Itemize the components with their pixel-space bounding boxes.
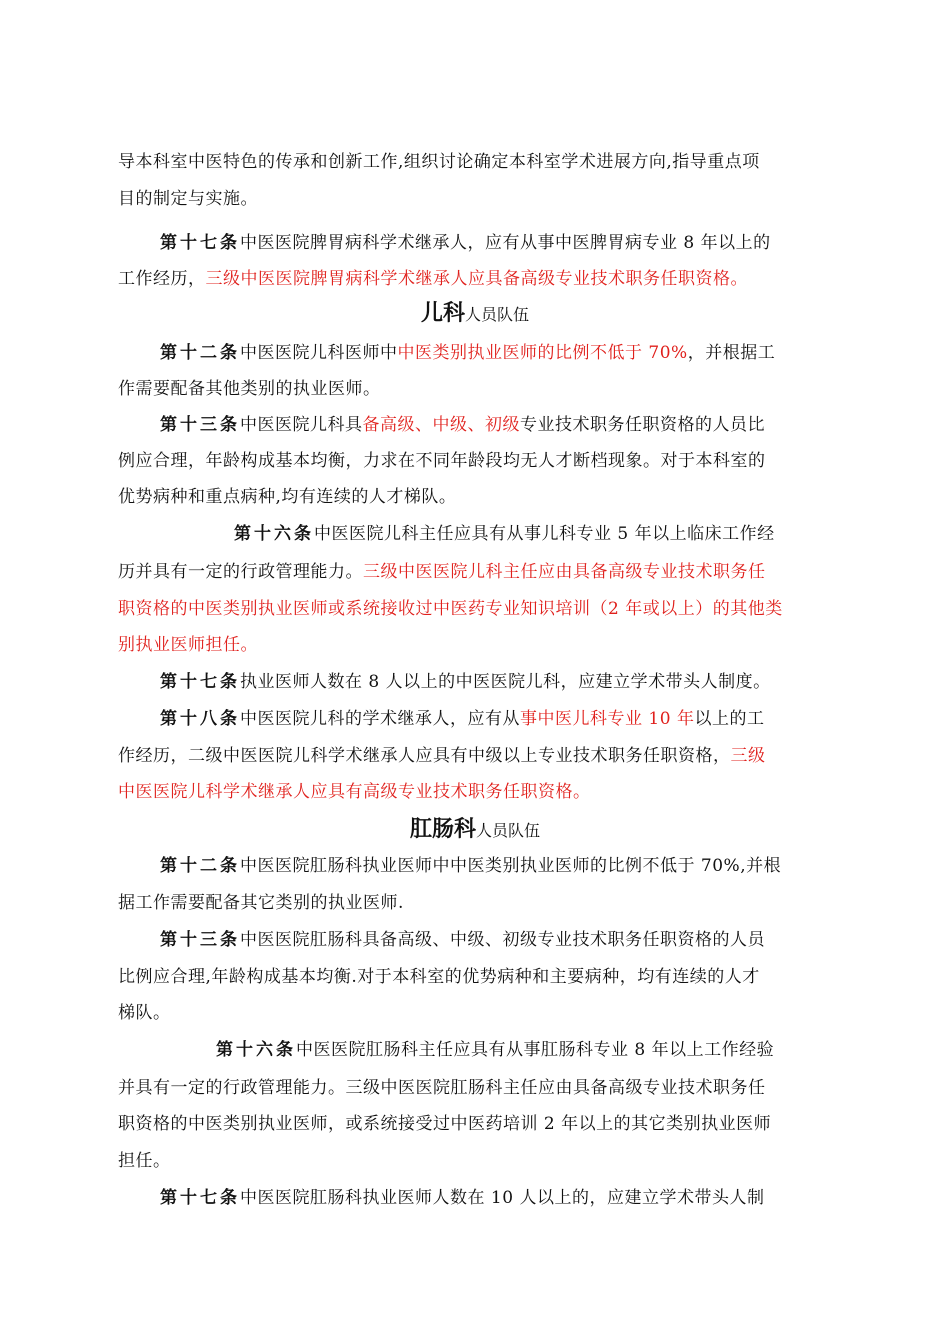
paragraph-line bbox=[118, 184, 950, 220]
article-12-line bbox=[160, 338, 950, 374]
article-label: 第十八条 bbox=[160, 709, 240, 729]
paragraph-line bbox=[118, 777, 950, 813]
paragraph-line bbox=[118, 446, 950, 482]
article-label: 第十二条 bbox=[160, 856, 240, 876]
text: 执业医师人数在 8 人以上的中医医院儿科，应建立学术带头人制度。 bbox=[240, 672, 771, 692]
paragraph-line bbox=[118, 1073, 950, 1109]
text: 目的制定与实施。 bbox=[118, 189, 258, 209]
article-16-line bbox=[234, 519, 950, 555]
article-label: 第十七条 bbox=[160, 1188, 240, 1208]
highlight-text: 三级中医医院脾胃病科学术继承人应具备高级专业技术职务任职资格。 bbox=[205, 269, 748, 289]
highlight-text: 职资格的中医类别执业医师或系统接收过中医药专业知识培训（2 年或以上）的其他类 bbox=[118, 599, 783, 619]
text: 中医医院肛肠科主任应具有从事肛肠科专业 8 年以上工作经验 bbox=[296, 1040, 775, 1060]
text: 梯队。 bbox=[118, 1003, 171, 1023]
paragraph-line bbox=[118, 374, 950, 410]
text: 并具有一定的行政管理能力。三级中医医院肛肠科主任应由具备高级专业技术职务任 bbox=[118, 1078, 766, 1098]
article-18-line bbox=[160, 704, 950, 740]
highlight-text: 三级 bbox=[730, 746, 766, 766]
article-label: 第十六条 bbox=[234, 524, 314, 544]
text: 中医医院肛肠科执业医师中中医类别执业医师的比例不低于 70%,并根 bbox=[240, 856, 782, 876]
paragraph-line bbox=[118, 1146, 950, 1182]
text: 中医医院儿科主任应具有从事儿科专业 5 年以上临床工作经 bbox=[314, 524, 775, 544]
highlight-text: 中医类别执业医师的比例不低于 70% bbox=[397, 343, 688, 363]
heading-sub: 人员队伍 bbox=[476, 821, 541, 840]
highlight-text: 备高级、中级、初级 bbox=[362, 415, 520, 435]
section-heading-anorectal bbox=[0, 812, 950, 843]
article-17-line bbox=[160, 1183, 950, 1219]
heading-sub: 人员队伍 bbox=[465, 305, 530, 324]
paragraph-line bbox=[118, 264, 950, 300]
text: 作经历，二级中医医院儿科学术继承人应具有中级以上专业技术职务任职资格， bbox=[118, 746, 731, 766]
paragraph-line bbox=[118, 630, 950, 666]
paragraph-line bbox=[118, 482, 950, 518]
article-12-line bbox=[160, 851, 950, 887]
paragraph-line bbox=[118, 741, 950, 777]
article-label: 第十七条 bbox=[160, 672, 240, 692]
article-label: 第十六条 bbox=[216, 1040, 296, 1060]
text: ，并根据工 bbox=[687, 343, 776, 363]
article-label: 第十二条 bbox=[160, 343, 240, 363]
heading-main: 肛肠科 bbox=[409, 817, 476, 842]
text: 导本科室中医特色的传承和创新工作,组织讨论确定本科室学术进展方向,指导重点项 bbox=[118, 152, 760, 172]
highlight-text: 事中医儿科专业 10 年 bbox=[520, 709, 695, 729]
highlight-text: 三级中医医院儿科主任应由具备高级专业技术职务任 bbox=[363, 562, 766, 582]
article-17-line bbox=[160, 667, 950, 703]
article-13-line bbox=[160, 925, 950, 961]
text: 中医医院脾胃病科学术继承人，应有从事中医脾胃病专业 8 年以上的 bbox=[240, 233, 771, 253]
paragraph-line bbox=[118, 962, 950, 998]
text: 工作经历， bbox=[118, 269, 206, 289]
text: 历并具有一定的行政管理能力。 bbox=[118, 562, 363, 582]
article-17-line bbox=[160, 228, 950, 264]
paragraph-line bbox=[118, 888, 950, 924]
paragraph-line bbox=[118, 147, 950, 183]
text: 担任。 bbox=[118, 1151, 171, 1171]
text: 职资格的中医类别执业医师，或系统接受过中医药培训 2 年以上的其它类别执业医师 bbox=[118, 1114, 772, 1134]
article-label: 第十三条 bbox=[160, 415, 240, 435]
text: 作需要配备其他类别的执业医师。 bbox=[118, 379, 381, 399]
text: 中医医院肛肠科具备高级、中级、初级专业技术职务任职资格的人员 bbox=[240, 930, 765, 950]
text: 中医医院儿科具 bbox=[240, 415, 363, 435]
text: 比例应合理,年龄构成基本均衡.对于本科室的优势病种和主要病种，均有连续的人才 bbox=[118, 967, 760, 987]
paragraph-line bbox=[118, 1109, 950, 1145]
text: 优势病种和重点病种,均有连续的人才梯队。 bbox=[118, 487, 457, 507]
text: 例应合理，年龄构成基本均衡，力求在不同年龄段均无人才断档现象。对于本科室的 bbox=[118, 451, 766, 471]
article-label: 第十三条 bbox=[160, 930, 240, 950]
text: 据工作需要配备其它类别的执业医师. bbox=[118, 893, 404, 913]
paragraph-line bbox=[118, 594, 950, 630]
article-label: 第十七条 bbox=[160, 233, 240, 253]
highlight-text: 别执业医师担任。 bbox=[118, 635, 258, 655]
paragraph-line bbox=[118, 557, 950, 593]
text: 中医医院儿科医师中 bbox=[240, 343, 398, 363]
paragraph-line bbox=[118, 998, 950, 1034]
text: 中医医院儿科的学术继承人，应有从 bbox=[240, 709, 520, 729]
article-16-line bbox=[216, 1035, 950, 1071]
section-heading-pediatrics bbox=[0, 296, 950, 327]
heading-main: 儿科 bbox=[420, 301, 465, 326]
text: 以上的工 bbox=[694, 709, 765, 729]
article-13-line bbox=[160, 410, 950, 446]
text: 专业技术职务任职资格的人员比 bbox=[520, 415, 765, 435]
text: 中医医院肛肠科执业医师人数在 10 人以上的，应建立学术带头人制 bbox=[240, 1188, 765, 1208]
highlight-text: 中医医院儿科学术继承人应具有高级专业技术职务任职资格。 bbox=[118, 782, 591, 802]
